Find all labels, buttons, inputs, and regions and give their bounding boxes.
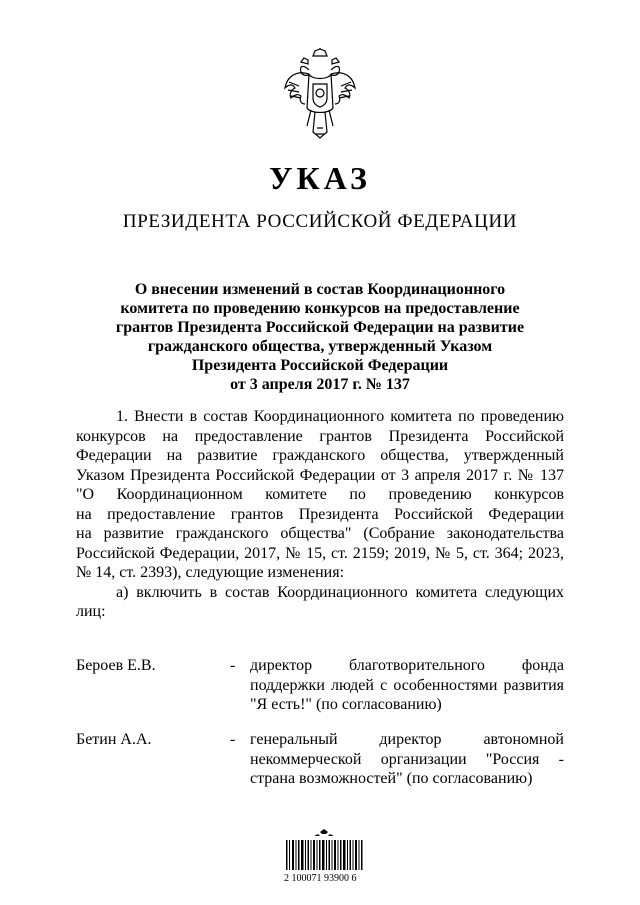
barcode-number: 2 100071 93900 6 (284, 873, 357, 884)
member-dash: - (230, 731, 236, 748)
paragraph-line: 1. Внести в состав Координационного комитета по проведению (116, 408, 564, 425)
member-description-line: директор благотворительного фонда (250, 657, 564, 674)
member-name: Бетин А.А. (76, 731, 152, 748)
paragraph-line: Российской Федерации, 2017, № 15, ст. 2159; 2019, № 5, ст. 364; 2023, (76, 544, 564, 562)
member-dash: - (230, 657, 236, 674)
paragraph-line: на развитие гражданского общества" (Собрание законодательства (76, 525, 564, 542)
barcode (284, 828, 364, 890)
member-description-line: "Я есть!" (по согласованию) (250, 696, 442, 713)
heading-line: комитета по проведению конкурсов на предоставление (120, 300, 520, 317)
decree-heading (70, 280, 570, 394)
emblem-icon (279, 48, 361, 144)
member-description-line: поддержки людей с особенностями развития (250, 676, 564, 694)
decree-body (76, 407, 564, 622)
member-description-line: некоммерческой организации "Россия - (250, 750, 564, 768)
paragraph-line: Федерации на развитие гражданского общества, утвержденный (76, 447, 564, 464)
member-description (250, 730, 564, 789)
subparagraph-line: лиц: (76, 603, 106, 620)
paragraph-line: конкурсов на предоставление грантов Президента Российской (76, 427, 564, 445)
paragraph-line: на предоставление грантов Президента Российской Федерации (76, 505, 564, 523)
heading-line: гражданского общества, утвержденный Указом (147, 338, 493, 355)
member-description-line: генеральный директор автономной (250, 731, 564, 748)
heading-line: О внесении изменений в состав Координационного (134, 281, 506, 298)
barcode-icon (284, 828, 364, 872)
member-name: Бероев Е.В. (76, 657, 156, 674)
member-description (250, 656, 564, 715)
heading-line: Президента Российской Федерации (191, 357, 449, 374)
document-title: УКАЗ (269, 160, 371, 196)
subparagraph-line: а) включить в состав Координационного комитета следующих (116, 583, 564, 601)
document-subtitle: ПРЕЗИДЕНТА РОССИЙСКОЙ ФЕДЕРАЦИИ (122, 211, 518, 232)
heading-line: грантов Президента Российской Федерации на развитие (115, 319, 525, 336)
member-description-line: страна возможностей" (по согласованию) (250, 770, 533, 787)
heading-line: от 3 апреля 2017 г. № 137 (230, 376, 410, 393)
paragraph-line: "О Координационном комитете по проведению конкурсов (76, 486, 564, 503)
paragraph-line: Указом Президента Российской Федерации от 3 апреля 2017 г. № 137 (76, 466, 564, 484)
paragraph-line: № 14, ст. 2393), следующие изменения: (76, 564, 345, 581)
